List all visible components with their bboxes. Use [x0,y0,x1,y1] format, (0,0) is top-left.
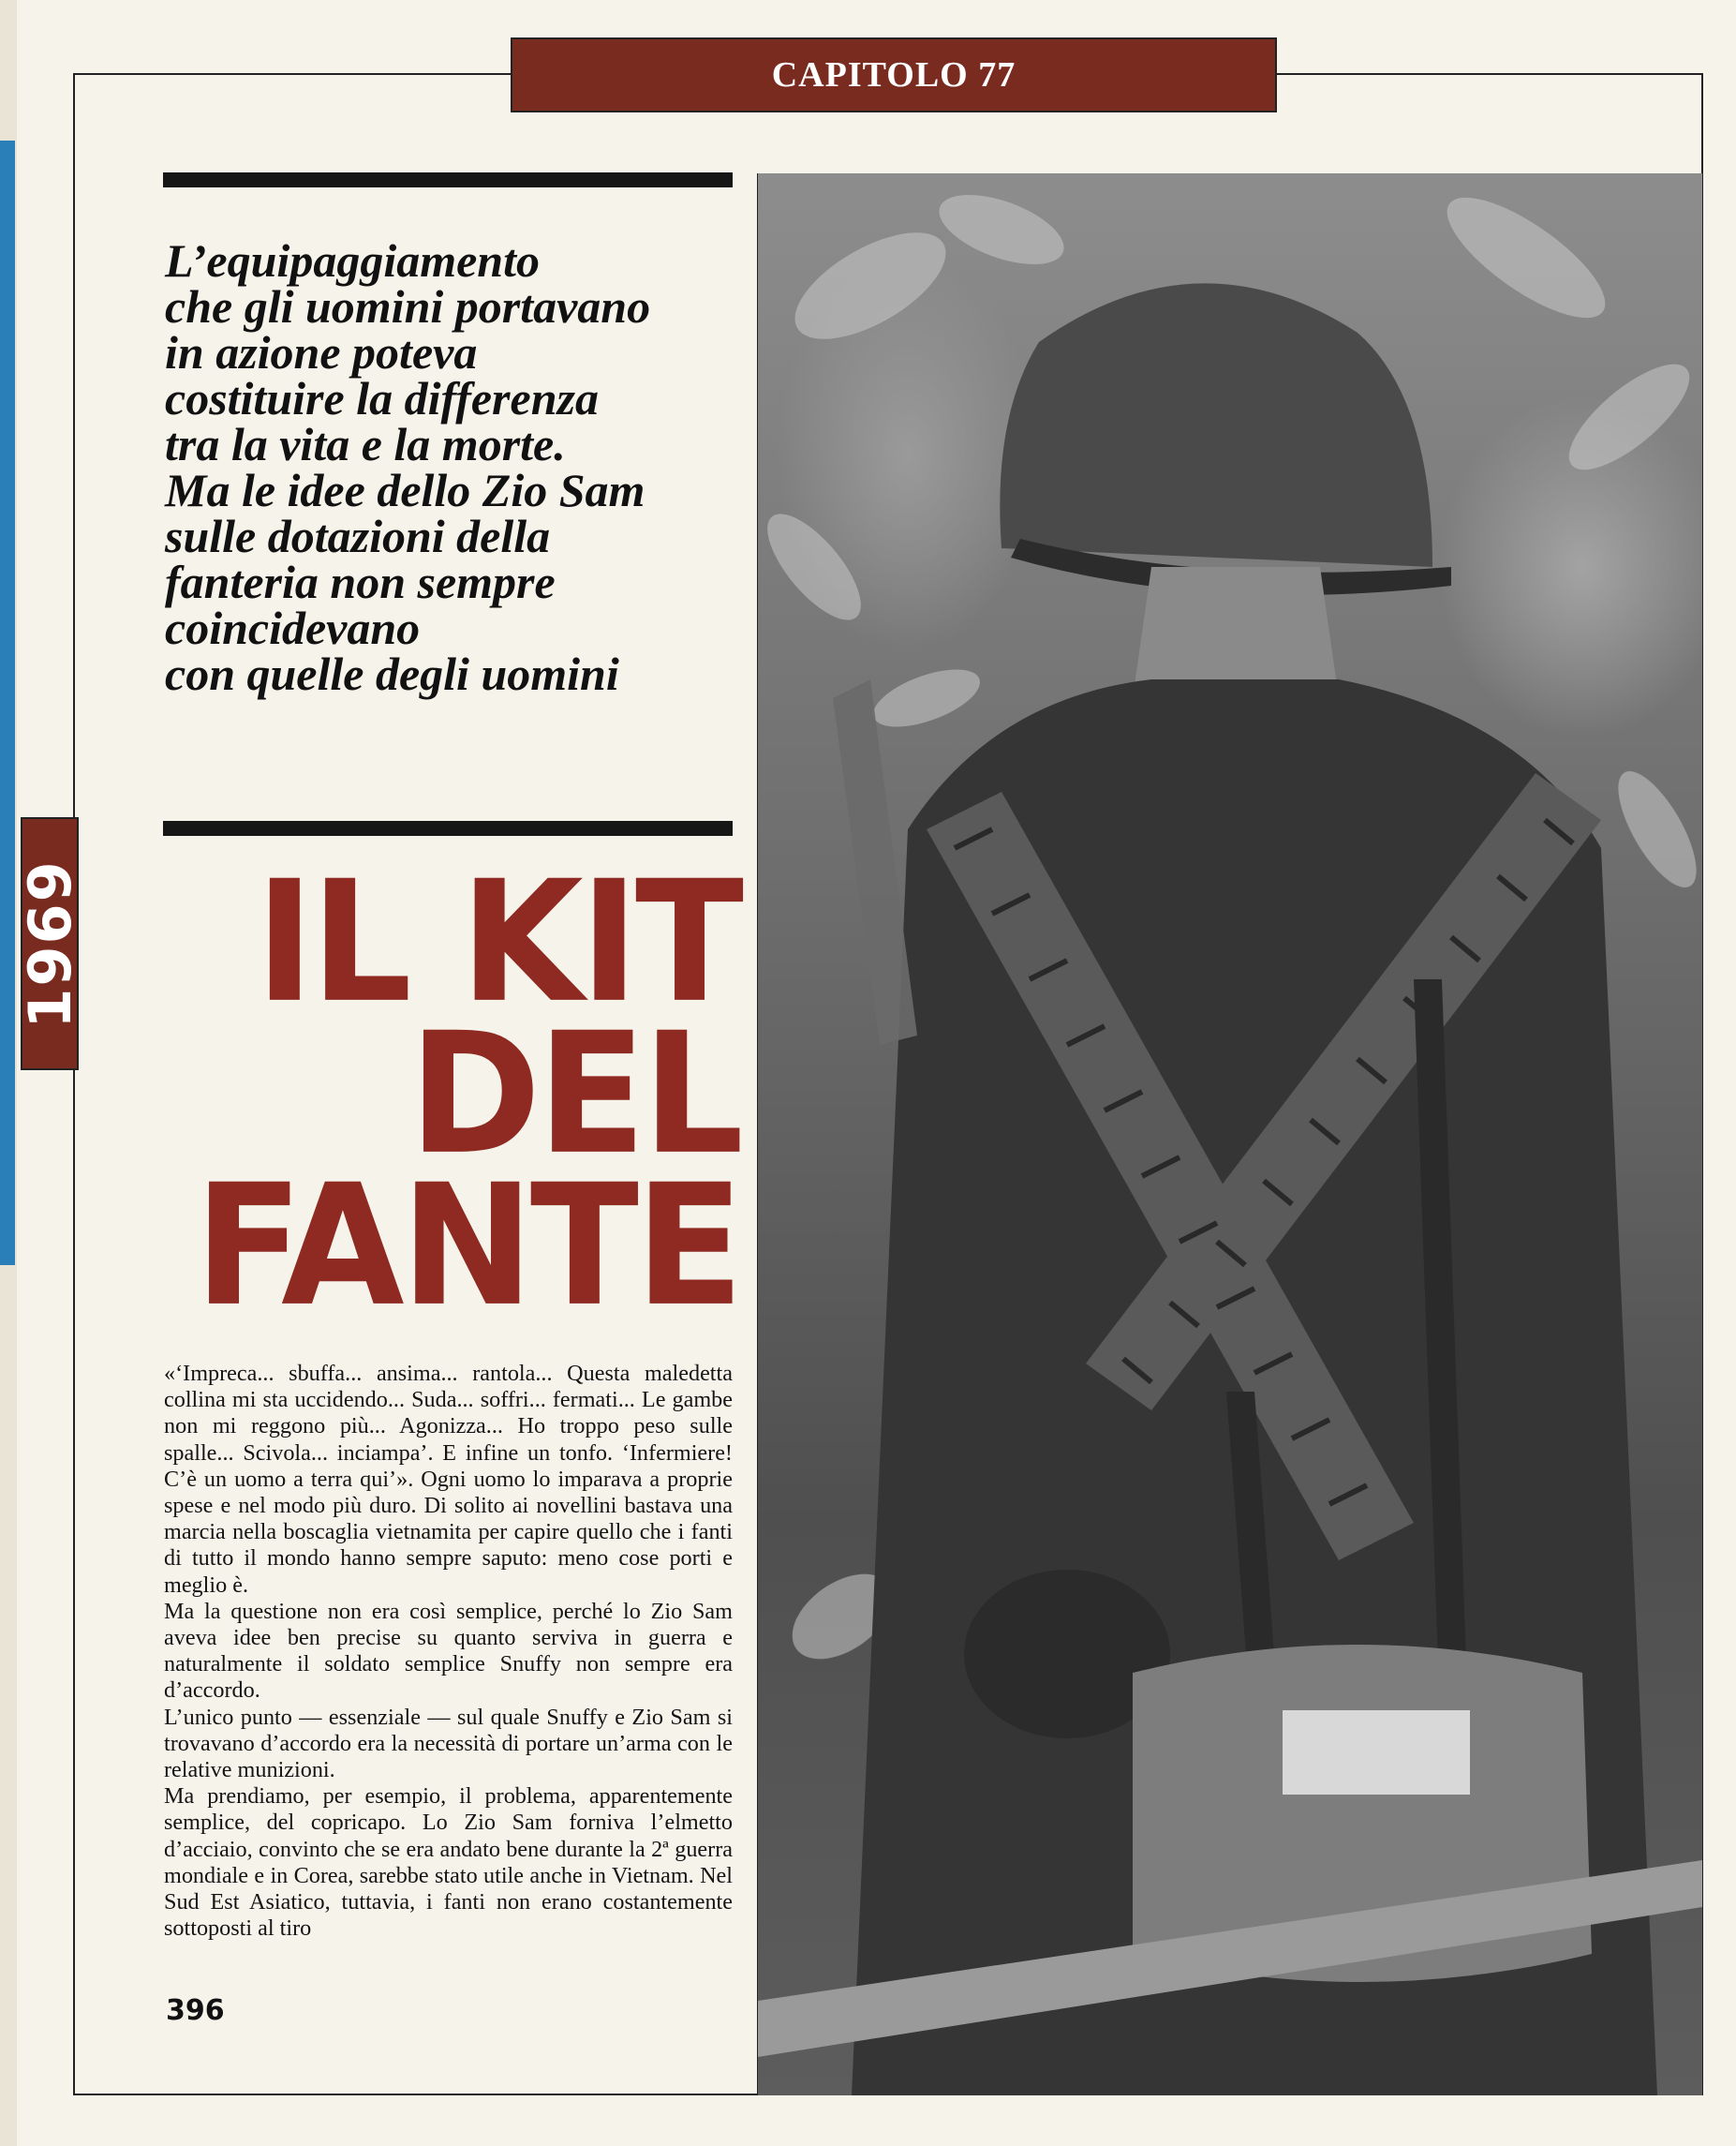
page-number: 396 [166,1994,225,2027]
year-tab [15,817,84,1070]
body-paragraph: Ma la questione non era così semplice, perché lo Zio Sam aveva idee ben precise su quanto serviva in guerra e naturalmente il soldato semplice Snuffy non sempre era d’accordo. [164,1598,733,1704]
standfirst-line: costituire la differenza [165,372,599,425]
standfirst-line: in azione poteva [165,326,478,379]
adjacent-page-edge [0,141,15,1265]
chapter-banner [511,37,1277,112]
photo-illustration [758,173,1702,2095]
body-paragraph: L’unico punto — essenziale — sul quale Snuffy e Zio Sam si trovavano d’accordo era la necessità di portare un’arma con le relative munizioni. [164,1704,733,1783]
middle-rule [163,821,733,836]
standfirst-line: con quelle degli uomini [165,648,619,700]
standfirst-line: Ma le idee dello Zio Sam [165,464,645,516]
pack-label-patch [1283,1710,1470,1795]
body-paragraph: «‘Impreca... sbuffa... ansima... rantola... Questa maledetta collina mi sta uccidendo... Suda... soffri... fermati... Le gambe non mi reggono più... Agonizza... Ho troppo peso sulle spalle... Scivola... inciampa’. E infine un tonfo. ‘Infermiere! C’è un uomo a terra qui’». Ogni uomo lo imparava a proprie spese e nel modo più duro. Di solito ai novellini bastava una marcia nella boscaglia vietnamita per capire quello che i fanti di tutto il mondo hanno sempre saputo: meno cose porti e meglio è. [164,1361,733,1598]
headline-line: FANTE [194,1149,740,1344]
headline-line: IL KIT [255,845,740,1040]
soldier-photo [757,173,1702,2095]
standfirst [165,234,746,700]
headline [141,845,740,1344]
headline-line: DEL [408,997,740,1192]
standfirst-line: fanteria non sempre [165,556,556,608]
standfirst-line: che gli uomini portavano [165,280,651,333]
article-body [164,1361,733,1942]
standfirst-line: sulle dotazioni della [165,510,551,562]
top-rule [163,172,733,187]
helmet [1000,283,1432,567]
standfirst-line: tra la vita e la morte. [165,418,566,470]
standfirst-line: L’equipaggiamento [165,234,540,287]
neck [1133,567,1339,698]
chapter-label: CAPITOLO 77 [771,55,1016,95]
body-paragraph: Ma prendiamo, per esempio, il problema, apparentemente semplice, del copricapo. Lo Zio Sam forniva l’elmetto d’acciaio, convinto che se era andato bene durante la 2ª guerra mondiale e in Corea, sarebbe stato utile anche in Vietnam. Nel Sud Est Asiatico, tuttavia, i fanti non erano costantemente sottoposti al tiro [164,1783,733,1942]
standfirst-line: coincidevano [165,602,421,654]
year-label: 1969 [15,858,84,1029]
